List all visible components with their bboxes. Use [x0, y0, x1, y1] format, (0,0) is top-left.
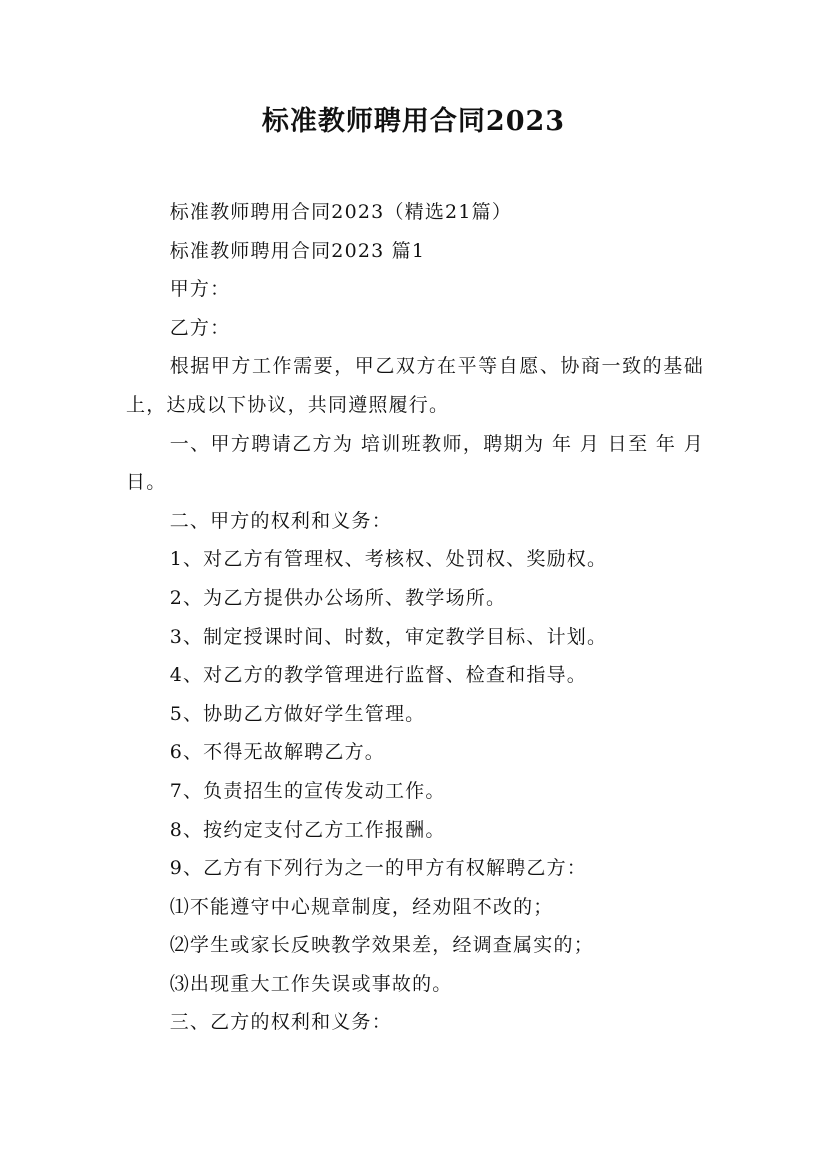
- paragraph-item: 8、按约定支付乙方工作报酬。: [169, 818, 446, 841]
- paragraph-party-b: 乙方：: [169, 316, 231, 339]
- paragraph-item: 5、协助乙方做好学生管理。: [169, 702, 426, 725]
- paragraph-item: 4、对乙方的教学管理进行监督、检查和指导。: [169, 664, 587, 687]
- paragraph-item: 7、负责招生的宣传发动工作。: [169, 779, 446, 802]
- document-title: 标准教师聘用合同2023: [261, 106, 566, 137]
- paragraph-clause-1: 一、甲方聘请乙方为 培训班教师，聘期为 年 月 日至 年 月 日。: [126, 432, 704, 494]
- paragraph-subtitle: 标准教师聘用合同2023（精选21篇）: [169, 201, 513, 223]
- paragraph-item: 6、不得无故解聘乙方。: [169, 741, 385, 764]
- paragraph-subitem: ⑵学生或家长反映教学效果差，经调查属实的；: [169, 934, 594, 957]
- paragraph-subitem: ⑶出现重大工作失误或事故的。: [169, 972, 453, 995]
- paragraph-item: 2、为乙方提供办公场所、教学场所。: [169, 586, 507, 609]
- paragraph-item: 9、乙方有下列行为之一的甲方有权解聘乙方：: [169, 857, 587, 880]
- paragraph-preamble: 根据甲方工作需要，甲乙双方在平等自愿、协商一致的基础上，达成以下协议，共同遵照履行。: [126, 355, 704, 416]
- document-body: [126, 193, 704, 1042]
- paragraph-clause-2-heading: 二、甲方的权利和义务：: [169, 509, 392, 532]
- paragraph-subitem: ⑴不能遵守中心规章制度，经劝阻不改的；: [169, 895, 554, 918]
- paragraph-section-heading: 标准教师聘用合同2023 篇1: [169, 239, 426, 262]
- paragraph-clause-3-heading: 三、乙方的权利和义务：: [169, 1011, 392, 1034]
- paragraph-item: 1、对乙方有管理权、考核权、处罚权、奖励权。: [169, 548, 608, 571]
- paragraph-party-a: 甲方：: [169, 278, 231, 301]
- paragraph-item: 3、制定授课时间、时数，审定教学目标、计划。: [169, 625, 608, 648]
